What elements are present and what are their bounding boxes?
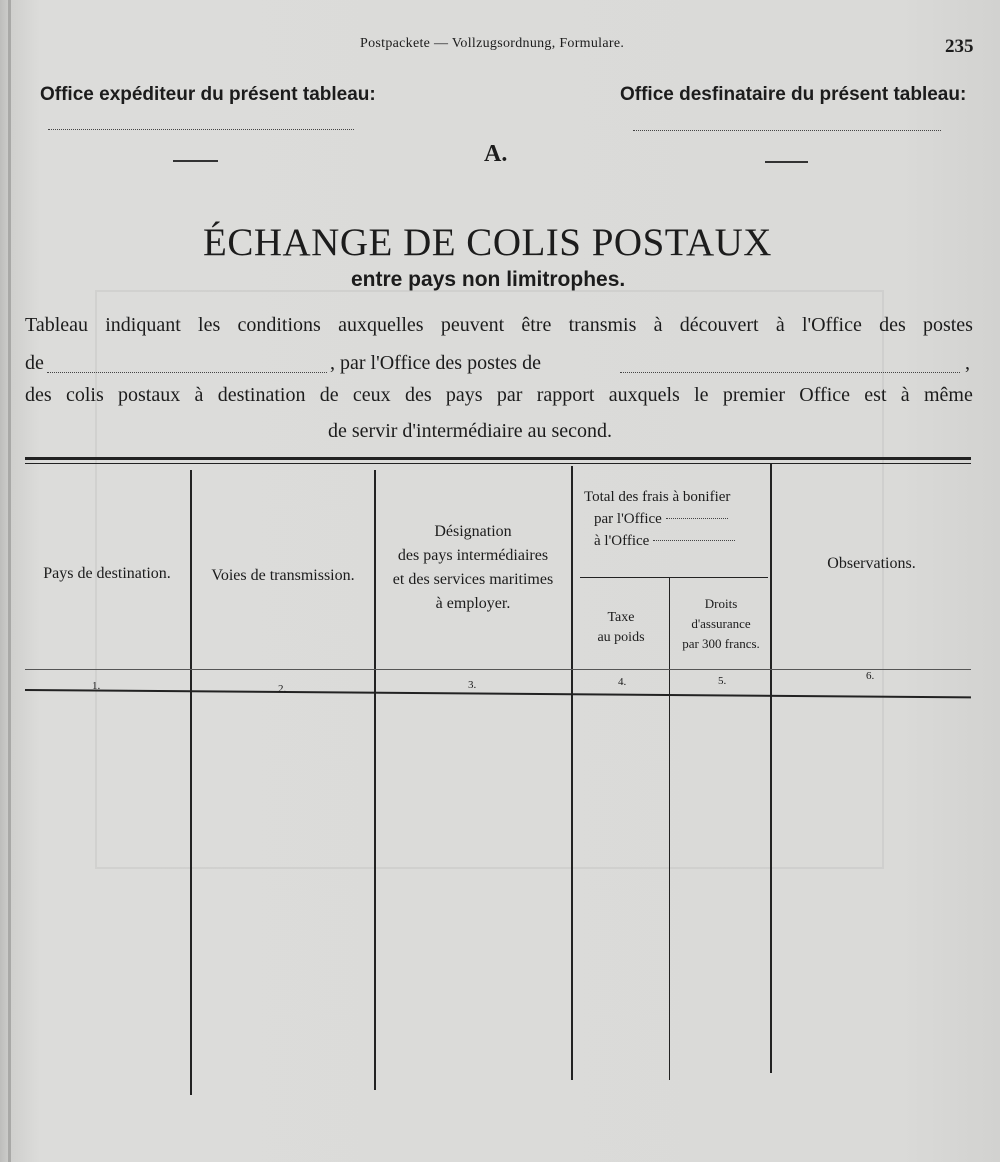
col-number-4: 4. (618, 676, 627, 688)
insurance-line-1: Droits (704, 596, 738, 611)
paragraph-word: peuvent (440, 314, 505, 336)
paragraph-word: premier (722, 384, 786, 406)
col-number-5: 5. (718, 675, 727, 687)
total-fees-line-1: Total des frais à bonifier (584, 489, 731, 505)
paragraph-word: transmis (568, 314, 637, 336)
paragraph-word: Office (799, 384, 851, 406)
paragraph-word: indiquant (105, 314, 181, 336)
paragraph-word: ceux (352, 384, 391, 406)
insurance-line-3: par 300 francs. (682, 636, 760, 651)
designation-line-2: des pays intermédiaires (397, 547, 549, 564)
right-rule (765, 161, 808, 163)
paragraph-word: est (864, 384, 887, 406)
col-header-observations: Observations. (827, 555, 916, 572)
weight-tax-line-2: au poids (597, 630, 645, 645)
paragraph-word: postes (922, 314, 973, 336)
designation-line-1: Désignation (434, 523, 512, 540)
col-header-weight-tax (572, 608, 670, 648)
paragraph-word: le (694, 384, 709, 406)
sender-office-field (48, 129, 354, 130)
col-header-total-fees (578, 486, 768, 552)
paragraph-line-2-end: , (965, 352, 970, 374)
form-letter: A. (484, 141, 508, 167)
total-fees-office-field-1 (666, 518, 728, 519)
paragraph-line-2-start: de (25, 352, 44, 374)
paragraph-word: à (194, 384, 204, 406)
paragraph-word: rapport (536, 384, 595, 406)
total-fees-line-2 (578, 508, 768, 530)
paragraph-word: destination (217, 384, 306, 406)
weight-tax-line-1: Taxe (607, 610, 635, 625)
paragraph-word: conditions (237, 314, 321, 336)
table-top-rule (25, 457, 971, 460)
total-fees-line-3 (578, 530, 768, 552)
paragraph-word: Tableau (25, 314, 89, 336)
paragraph-word: de (319, 384, 339, 406)
insurance-line-2: d'assurance (691, 616, 751, 631)
col-header-destination: Pays de destination. (43, 565, 171, 582)
paragraph-line-4: de servir d'intermédiaire au second. (328, 420, 613, 442)
paragraph-word: à (775, 314, 785, 336)
sender-office-label: Office expéditeur du présent tableau: (40, 84, 376, 105)
paragraph-word: des (25, 384, 52, 406)
column-divider-4 (669, 577, 670, 1080)
paragraph-word: les (198, 314, 221, 336)
running-head: Postpackete — Vollzugsordnung, Formulare. (360, 36, 625, 51)
paragraph-line-1 (25, 314, 973, 337)
paragraph-word: découvert (679, 314, 759, 336)
col-header-insurance (671, 594, 771, 654)
binding-gutter (8, 0, 11, 1162)
col-number-6: 6. (866, 670, 875, 682)
table-top-rule-thin (25, 463, 971, 464)
col-number-1: 1. (92, 680, 101, 692)
paragraph-word: auxquels (608, 384, 680, 406)
paragraph-word: à (900, 384, 910, 406)
paragraph-word: par (496, 384, 523, 406)
paragraph-word: pays (445, 384, 483, 406)
origin-office-field (47, 372, 327, 373)
total-fees-line-3-text: à l'Office (594, 533, 650, 549)
column-number-rule (25, 669, 971, 670)
paragraph-line-3 (25, 384, 973, 407)
document-title: ÉCHANGE DE COLIS POSTAUX (203, 221, 772, 264)
column-divider-3 (571, 466, 573, 1080)
paragraph-word: être (521, 314, 552, 336)
paragraph-word: colis (65, 384, 104, 406)
designation-line-4: à employer. (435, 595, 511, 612)
col-header-routes: Voies de transmission. (211, 567, 355, 584)
col-number-2: 2. (278, 683, 287, 695)
paragraph-word: postaux (118, 384, 181, 406)
intermediary-office-field (620, 372, 960, 373)
recipient-office-label: Office desfinataire du présent tableau: (620, 84, 967, 105)
recipient-office-field (633, 130, 941, 131)
col-header-designation (376, 520, 570, 616)
paragraph-word: même (923, 384, 973, 406)
paragraph-word: l'Office (801, 314, 862, 336)
paragraph-word: des (879, 314, 906, 336)
left-rule (173, 160, 218, 162)
designation-line-3: et des services maritimes (392, 571, 554, 588)
paragraph-word: auxquelles (338, 314, 424, 336)
document-subtitle: entre pays non limitrophes. (351, 268, 626, 291)
total-fees-line-2-text: par l'Office (594, 511, 662, 527)
page-number: 235 (945, 36, 974, 57)
total-fees-office-field-2 (653, 540, 735, 541)
paragraph-word: à (653, 314, 663, 336)
paragraph-word: des (404, 384, 432, 406)
paragraph-line-2-mid: , par l'Office des postes de (330, 352, 541, 374)
col-number-3: 3. (468, 679, 477, 691)
fees-subheader-rule (580, 577, 768, 578)
